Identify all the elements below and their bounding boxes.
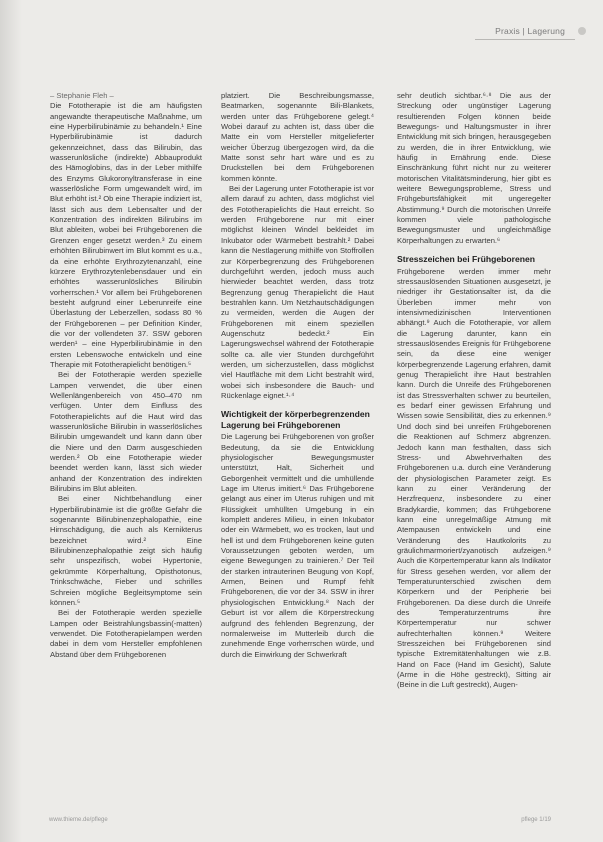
- paragraph: Bei einer Nichtbehandlung einer Hyperbilirubinämie ist die größte Gefahr die sogenannte Bilirubinenzephalopathie, eine Hirnschädigung, die auch als Kernikterus bezeichnet wird.² Eine Bilirubinenzephalopathie zeigt sich häufig sehr unspezifisch, wobei Hypertonie, gekrümmte Körperhaltung, Opisthotonus, Trinkschwäche, Fieber und schrilles Schreien mögliche Begleitsymptome sein können.⁵: [50, 494, 202, 607]
- paragraph: Frühgeborene werden immer mehr stressauslösenden Situationen ausgesetzt, je niedriger ihr Gestationsalter ist, da die Überleben immer mehr von intensivmedizinischen Interventionen abhängt.⁹ Auch die Fototherapie, vor allem die Lagerung darunter, kann ein stressauslösendes Ereignis für Frühgeborene sein, da diese eine weniger körperbegrenzende Lagerung erfahren, damit genug Therapielicht ihre Haut bestrahlen kann. Durch die Unreife des Frühgeborenen ist das Stressverhalten schwer zu beurteilen, es bedarf einer gewissen Erfahrung und Wissen sowie Sensibilität, dies zu erkennen.⁹ Und doch sind bei unreifen Frühgeborenen die Reaktionen auf Schmerz abgrenzen. Jedoch kann man festhalten, dass sich Stress- und Abwehrverhalten des Frühgeborenen u.a. durch eine Veränderung der physiologischen Parameter zeigt. Es kann zu einer Veränderung der Herzfrequenz, insbesondere zu einer Bradykardie, kommen; das Frühgeborene kann eine unregelmäßige Atmung mit Atempausen entwickeln und eine Veränderung des Hautkolorits zu gräulichmarmoriert/zyanotisch aufzeigen.⁹ Auch die Körpertemperatur kann als Indikator für Stress gesehen werden, vor allem der Temperaturunterschied zwischen dem Körperkern und der Peripherie bei Frühgeborenen. Da diese durch die Unreife des Temperaturzentrums ihre Körpertemperatur nur schwer aufrechterhalten können.⁹ Weitere Stresszeichen bei Frühgeborenen sind typische Extremitätenhaltungen wie z.B. Hand on Face (Hand im Gesicht), Salute (Arme in die Höhe gestreckt), Sitting air (Beine in die Luft gestreckt), Augen-: [397, 266, 551, 690]
- paragraph: platziert. Die Beschreibungsmasse, Beatmarken, sogenannte Bili-Blankets, werden unter das Frühgeborene gelegt.⁴ Wobei darauf zu achten ist, dass über die Matte ein vom Hersteller mitgelieferter weicher Überzug übergezogen wird, da die Matte sonst sehr hart wäre und es zu Druckstellen bei dem Frühgeborenen kommen könnte.: [221, 91, 374, 183]
- paragraph: Bei der Fototherapie werden spezielle Lampen verwendet, die über einen Wellenlängenbereich von 450–470 nm verfügen. Unter dem Einfluss des Fototherapielichts auf die Haut wird das wasserunlösliche Bilirubin in wasserlösliches Bilirubin umgewandelt und kann dann über die Niere und den Darm ausgeschieden werden.² Ob eine Fototherapie wieder beendet werden kann, lässt sich wieder anhand der Konzentration des indirekten Bilirubins im Blut ableiten.: [50, 370, 202, 494]
- paragraph: sehr deutlich sichtbar.⁶·⁸ Die aus der Streckung oder ungünstiger Lagerung resultierenden Folgen können beide Bewegungs- und Haltungsmuster in ihrer Entwicklung mit sich bringen, herausgegeben zu werden, die in ihrer Entwicklung, wie häufig in Ernährung ende. Diese Einschränkung führt nicht nur zu weiterer motorischen Vitalitätsminderung, hier gibt es weitere Bewegungsprobleme, Stress und Frühgeburtsfähigkeit mit ungeregelter Abstimmung.⁹ Durch die motorischen Unreife kommen viele pathologische Bewegungsmuster und ungleichmäßige Körperhaltungen zu erwarten.⁶: [397, 91, 551, 245]
- column-2: [221, 91, 374, 660]
- column-3: [397, 91, 551, 691]
- column-1: [50, 91, 202, 660]
- header-rule: [475, 39, 575, 40]
- footer-issue: pflege 1/19: [521, 817, 551, 823]
- paragraph: Die Fototherapie ist die am häufigsten angewandte therapeutische Maßnahme, um eine Hyperbilirubinämie zu behandeln.¹ Eine Hyperbilirubinämie ist dadurch gekennzeichnet, dass das Bilirubin, das wasserunlösliche (indirekte) Abbauprodukt des Hämoglobins, das in der Leber mithilfe des Enzyms Glukoronyltransferase in eine wasserlösliche Form umgewandelt wird, im Blut erhöht ist.² Ob eine Therapie indiziert ist, lässt sich aus dem Lebensalter und der Konzentration des indirekten Bilirubins im Blut ableiten, wobei bei Frühgeborenen die Grenzen enger gesetzt werden.³ Zu einem erhöhten Bilirubinwert im Blut kommt es u.a., da eine erhöhte Erythrozytenanzahl, eine kürzere Erythrozytenlebensdauer und ein erhöhtes wasserunlösliches Bilirubin vorherrschen.¹ Vor allem bei Frühgeborenen besteht aufgrund einer Leberunreife eine Überlastung der Leberzellen, sodass 80 % der Frühgeborenen – per Definition Kinder, die vor der vollendeten 37. SSW geboren werden¹ – eine Hyperbilirubinämie in den ersten Lebenswoche entwickeln und eine Therapie mit Fototherapielicht benötigen.⁵: [50, 101, 202, 369]
- header-marker-icon: [578, 27, 586, 35]
- section-header: Praxis | Lagerung: [495, 26, 565, 36]
- section-heading: Stresszeichen bei Frühgeborenen: [397, 254, 536, 265]
- paragraph: Bei der Lagerung unter Fototherapie ist vor allem darauf zu achten, dass möglichst viel des Fototherapielichts die Haut erreicht. So werden Frühgeborene nur mit einer möglichst kleinen Windel bekleidet im Inkubator oder Wärmebett bestrahlt.² Dabei kann die Nestlagerung mithilfe von Stoffrollen zur Körperbegrenzung des Frühgeborenen durchgeführt werden, jedoch muss auch hierwieder beachtet werden, dass trotz Begrenzung genug Therapielicht die Haut bestrahlen kann. Um Netzhautschädigungen zu vermeiden, werden die Augen der Frühgeborenen mit einem speziellen Augenschutz bedeckt.² Ein Lagerungswechsel während der Fototherapie sollte ca. alle vier Stunden durchgeführt werden, um sicherzustellen, dass möglichst viel Hautfläche mit dem Licht bestrahlt wird, wobei sich insbesondere die Bauch- und Rückenlage eignet.¹·⁴: [221, 184, 374, 400]
- footer-url: www.thieme.de/pflege: [49, 817, 108, 823]
- paragraph: Bei der Fototherapie werden spezielle Lampen oder Beistrahlungsbassin(-matten) verwendet. Die Fototherapielampen werden dabei in dem vom Hersteller empfohlenen Abstand über dem Frühgeborenen: [50, 608, 202, 659]
- author-line: – Stephanie Fleh –: [50, 91, 114, 100]
- section-heading: Wichtigkeit der körperbegrenzenden Lagerung bei Frühgeborenen: [221, 409, 370, 430]
- paragraph: Die Lagerung bei Frühgeborenen von großer Bedeutung, da sie die Entwicklung physiologischer Bewegungsmuster unterstützt, Halt, Sicherheit und Geborgenheit vermittelt und die umhüllende Lage im Uterus imitiert.⁶ Das Frühgeborene gelangt aus einer im Uterus ruhigen und mit Flüssigkeit umhüllten Umgebung in ein komplett anderes Milieu, in einen Inkubator oder ein Wärmebett, wo es trocken, laut und hell ist und dem Frühgeborenen keine guten Voraussetzungen geboten werden, um eigene Bewegungen zu trainieren.⁷ Der Teil der starken intrauterinen Beugung von Kopf, Armen, Beinen und Rumpf fehlt Frühgeborenen, die vor der 34. SSW in ihrer physiologischen Entwicklung.⁸ Nach der Geburt ist vor allem die Körperstreckung aufgrund des fehlenden Begrenzung, der normalerweise im Mutterleib durch die zunehmende Enge vorherrschen würde, und durch die Einwirkung der Schwerkraft: [221, 432, 374, 659]
- page-gutter-shadow: [0, 0, 22, 842]
